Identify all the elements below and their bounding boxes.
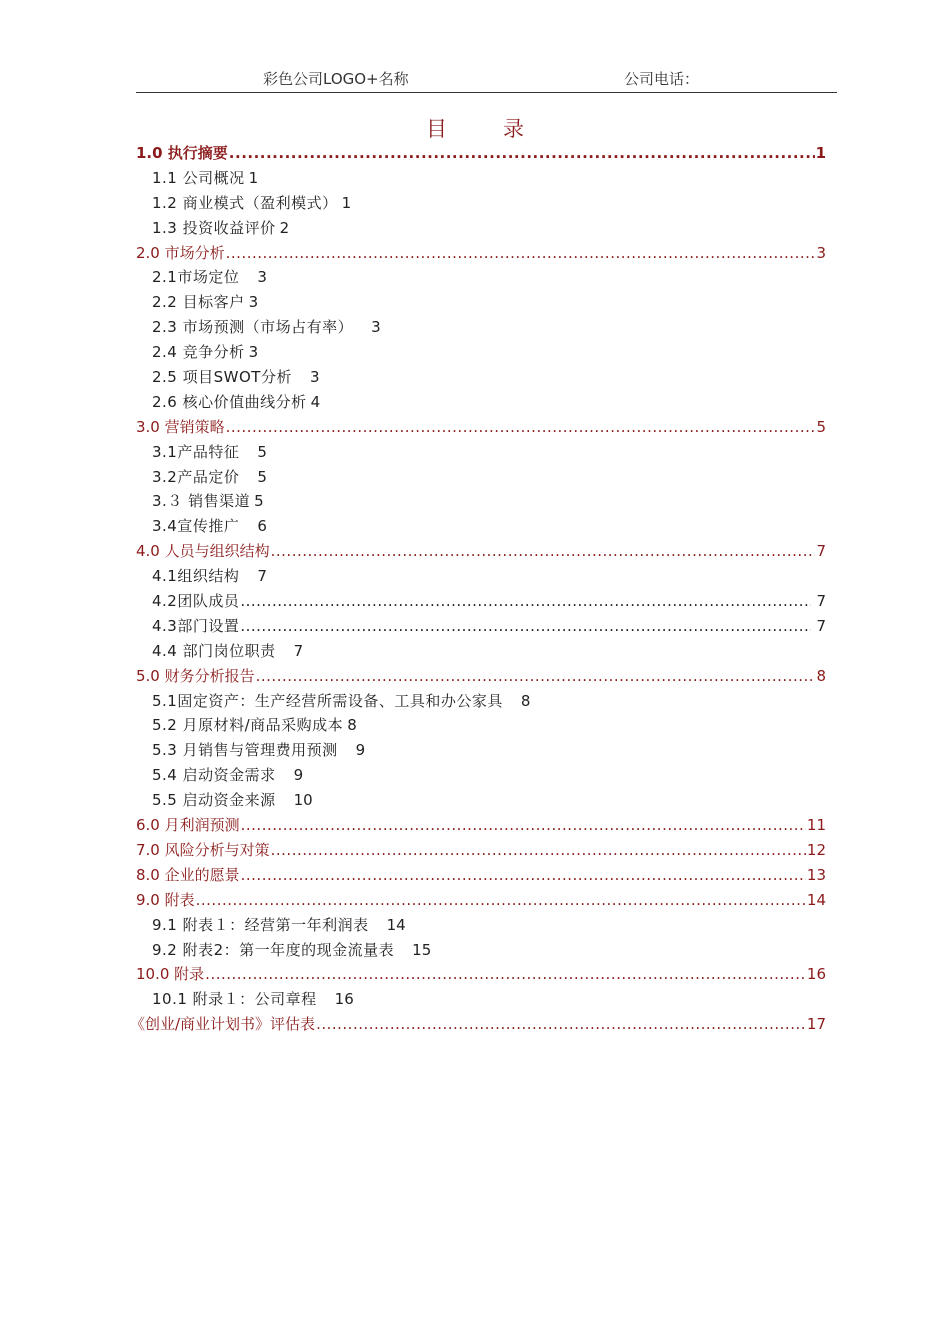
toc-page-number: 5 <box>257 442 267 461</box>
toc-entry-label: 8.0 企业的愿景 <box>136 865 240 884</box>
toc-entry[interactable] <box>136 813 826 838</box>
toc-subentry[interactable] <box>136 514 826 539</box>
toc-subentry[interactable] <box>136 589 826 614</box>
toc-page-number: 14 <box>386 915 406 934</box>
toc-subentry[interactable] <box>136 365 826 390</box>
page-header <box>136 68 837 93</box>
toc-entry-label: 5.0 财务分析报告 <box>136 666 255 685</box>
toc-entry-label: 4.0 人员与组织结构 <box>136 542 270 561</box>
toc-leader-dots <box>316 1012 806 1037</box>
toc-entry-label: 3.2产品定价 <box>152 467 240 486</box>
toc-leader-dots <box>240 614 811 639</box>
toc-entry-label: 2.5 项目SWOT分析 <box>152 368 292 387</box>
toc-subentry[interactable] <box>136 340 826 365</box>
toc-entry-label: 2.2 目标客户 <box>152 293 245 312</box>
toc-subentry[interactable] <box>136 465 826 490</box>
toc-page-number: 9 <box>293 766 304 785</box>
toc-leader-dots <box>241 813 806 838</box>
toc-page-number: 7 <box>257 567 267 586</box>
toc-entry[interactable] <box>136 539 826 564</box>
toc-entry-label: 2.1市场定位 <box>152 268 240 287</box>
toc-page-number: 8 <box>520 691 531 710</box>
toc-entry-label: 2.3 市场预测（市场占有率） <box>152 318 354 337</box>
toc-leader-dots <box>229 141 815 166</box>
toc-entry-label: 10.1 附录１：公司章程 <box>152 990 317 1009</box>
toc-leader-dots <box>240 589 811 614</box>
toc-page-number: 8 <box>816 666 826 685</box>
toc-subentry[interactable] <box>136 788 826 813</box>
toc-page-number: 8 <box>347 716 357 735</box>
toc-page-number: 6 <box>257 517 267 536</box>
toc-entry-label: 5.3 月销售与管理费用预测 <box>152 741 338 760</box>
header-company-logo-name: 彩色公司LOGO+名称 <box>263 70 409 88</box>
toc-entry-label: 5.5 启动资金来源 <box>152 791 276 810</box>
toc-entry[interactable] <box>136 241 826 266</box>
toc-title <box>0 113 950 143</box>
toc-page-number: 5 <box>816 417 826 436</box>
toc-entry-label: 7.0 风险分析与对策 <box>136 840 270 859</box>
toc-page-number: 16 <box>806 965 826 984</box>
toc-entry-label: 2.6 核心价值曲线分析 <box>152 392 307 411</box>
toc-entry-label: 4.2团队成员 <box>152 592 240 611</box>
toc-subentry[interactable] <box>136 489 826 514</box>
toc-entry-label: 9.2 附表2：第一年度的现金流量表 <box>152 940 395 959</box>
toc-page-number: 1 <box>248 168 259 187</box>
toc-subentry[interactable] <box>136 440 826 465</box>
toc-subentry[interactable] <box>136 987 826 1012</box>
toc-leader-dots <box>226 415 816 440</box>
toc-entry-label: 5.2 月原材料/商品采购成本 <box>152 716 344 735</box>
toc-page-number: 3 <box>309 368 320 387</box>
toc-entry-label: 4.1组织结构 <box>152 567 240 586</box>
toc-page-number: 3 <box>371 318 381 337</box>
toc-entry[interactable] <box>136 141 826 166</box>
toc-entry-label: 5.4 启动资金需求 <box>152 766 276 785</box>
toc-entry-label: 3.0 营销策略 <box>136 417 225 436</box>
toc-subentry[interactable] <box>136 191 826 216</box>
toc-leader-dots <box>205 962 806 987</box>
toc-entry[interactable] <box>136 664 826 689</box>
toc-page-number: 16 <box>334 990 354 1009</box>
toc-page-number: 7 <box>816 542 826 561</box>
toc-page-number: 1 <box>815 144 826 162</box>
toc-subentry[interactable] <box>136 738 826 763</box>
toc-page-number: 7 <box>293 641 304 660</box>
toc-page-number: 17 <box>806 1015 826 1034</box>
toc-subentry[interactable] <box>136 290 826 315</box>
toc-entry-label: 1.3 投资收益评价 <box>152 218 276 237</box>
toc-entry-label: 3.３ 销售渠道 <box>152 492 251 511</box>
toc-entry-label: 3.4宣传推广 <box>152 517 240 536</box>
toc-title-char-1: 目 <box>426 117 447 141</box>
toc-page-number: 10 <box>293 791 313 810</box>
toc-subentry[interactable] <box>136 216 826 241</box>
toc-page-number: 12 <box>806 840 826 859</box>
toc-page-number: 3 <box>248 293 259 312</box>
toc-page-number: 3 <box>257 268 267 287</box>
toc-entry[interactable] <box>136 962 826 987</box>
toc-leader-dots <box>196 888 806 913</box>
toc-entry-label: 6.0 月利润预测 <box>136 816 240 835</box>
toc-page-number: 13 <box>806 865 826 884</box>
toc-subentry[interactable] <box>136 913 826 938</box>
toc-entry-label: 《创业/商业计划书》评估表 <box>130 1015 316 1034</box>
toc-page-number: 11 <box>806 816 826 835</box>
toc-subentry[interactable] <box>136 689 826 714</box>
toc-subentry[interactable] <box>136 614 826 639</box>
toc-entry-label: 2.4 竞争分析 <box>152 343 245 362</box>
table-of-contents <box>130 141 826 1037</box>
toc-page-number: 3 <box>816 243 826 262</box>
toc-page-number: 1 <box>341 193 352 212</box>
toc-entry[interactable] <box>136 863 826 888</box>
toc-page-number: 4 <box>310 392 321 411</box>
toc-entry-label: 4.4 部门岗位职责 <box>152 641 276 660</box>
toc-entry-label: 1.1 公司概况 <box>152 168 245 187</box>
toc-page-number: 5 <box>257 467 267 486</box>
toc-subentry[interactable] <box>136 639 826 664</box>
toc-entry[interactable] <box>130 1012 826 1037</box>
toc-title-char-2: 录 <box>503 117 524 141</box>
toc-subentry[interactable] <box>136 315 826 340</box>
toc-entry[interactable] <box>136 838 826 863</box>
toc-page-number: 9 <box>355 741 366 760</box>
toc-subentry[interactable] <box>136 763 826 788</box>
toc-entry-label: 9.1 附表１：经营第一年利润表 <box>152 915 369 934</box>
toc-page-number: 7 <box>816 616 826 635</box>
toc-leader-dots <box>271 539 816 564</box>
toc-subentry[interactable] <box>136 390 826 415</box>
toc-subentry[interactable] <box>136 938 826 963</box>
toc-leader-dots <box>226 241 816 266</box>
toc-subentry[interactable] <box>136 713 826 738</box>
toc-leader-dots <box>241 863 806 888</box>
toc-page-number: 2 <box>279 218 290 237</box>
toc-entry-label: 2.0 市场分析 <box>136 243 225 262</box>
toc-page-number: 7 <box>816 592 826 611</box>
toc-entry-label: 4.3部门设置 <box>152 616 240 635</box>
toc-entry-label: 10.0 附录 <box>136 965 205 984</box>
toc-subentry[interactable] <box>136 166 826 191</box>
toc-entry-label: 5.1固定资产：生产经营所需设备、工具和办公家具 <box>152 691 503 710</box>
toc-leader-dots <box>271 838 806 863</box>
toc-entry-label: 1.0 执行摘要 <box>136 144 228 162</box>
toc-entry[interactable] <box>136 888 826 913</box>
toc-page-number: 14 <box>806 890 826 909</box>
toc-subentry[interactable] <box>136 564 826 589</box>
header-company-phone: 公司电话： <box>624 70 700 88</box>
toc-page-number: 3 <box>248 343 259 362</box>
toc-leader-dots <box>256 664 816 689</box>
toc-page-number: 15 <box>412 940 432 959</box>
toc-entry-label: 1.2 商业模式（盈利模式） <box>152 193 338 212</box>
toc-entry[interactable] <box>136 415 826 440</box>
toc-entry-label: 3.1产品特征 <box>152 442 240 461</box>
toc-entry-label: 9.0 附表 <box>136 890 195 909</box>
toc-subentry[interactable] <box>136 265 826 290</box>
toc-page-number: 5 <box>254 492 264 511</box>
